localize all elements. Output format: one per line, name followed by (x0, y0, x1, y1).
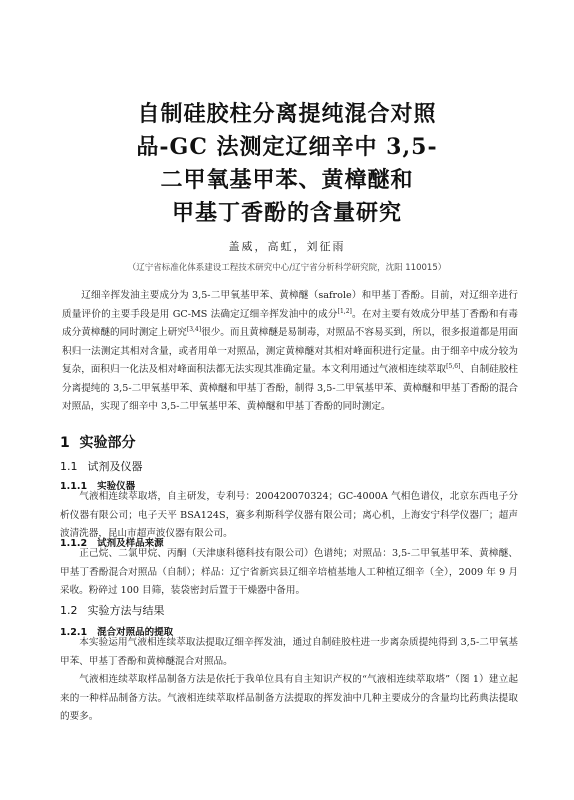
title-line-1: 自制硅胶柱分离提纯混合对照 (137, 101, 437, 127)
citation-ref: [3,4] (186, 325, 202, 333)
subsection-heading-1-1 (60, 458, 143, 474)
subsection-title: 实验方法与结果 (87, 604, 165, 617)
affiliation: （辽宁省标准化体系建设工程技术研究中心/辽宁省分析科学研究院，沈阳 110015） (127, 263, 447, 273)
authors: 盖威，高虹，刘征雨 (228, 240, 346, 253)
subsection-number: 1.1 (60, 460, 78, 473)
subsubsection-title: 试剂及样品来源 (97, 538, 164, 549)
subsection-heading-1-2 (60, 602, 165, 618)
section-heading-1 (60, 432, 136, 452)
title-line-3: 二甲氧基甲苯、黄樟醚和 (160, 167, 414, 193)
article-title (100, 98, 474, 230)
subsubsection-number: 1.1.2 (60, 538, 88, 549)
section-number: 1 (60, 435, 70, 451)
abstract-text-4: 、自制硅胶柱分离提纯的 3,5-二甲氧基甲苯、黄樟醚和甲基丁香酚，制得 3,5-二甲氧基甲苯、黄樟醚和甲基丁香酚的混合对照品，实现了细辛中 3,5-二甲氧基甲苯、黄樟醚和甲基丁香酚的同时测定。 (62, 364, 519, 412)
reagents-text: 正己烷、二氯甲烷、丙酮（天津康科德科技有限公司）色谱纯；对照品：3,5-二甲氧基甲苯、黄樟醚、甲基丁香酚混合对照品（自制）；样品：辽宁省新宾县辽细辛培植基地人工种植辽细辛（全），2009 年 9 月采收。粉碎过 100 目筛，装袋密封后置于干燥器中备用。 (60, 548, 518, 596)
subsubsection-number: 1.1.1 (60, 481, 88, 492)
instruments-text: 气液相连续萃取塔，自主研发，专利号：200420070324；GC-4000A 气相色谱仪，北京东西电子分析仪器有限公司；电子天平 BSA124S，赛多利斯科学仪器有限公司；离心机，上海安宁科学仪器厂；超声波清洗器，昆山市超声波仪器有限公司。 (60, 491, 518, 539)
title-line-2: 品-GC 法测定辽细辛中 3,5- (136, 134, 438, 160)
abstract-text-1: 辽细辛挥发油主要成分为 3,5-二甲氧基甲苯、黄樟醚（safrole）和甲基丁香酚。目前，对辽细辛进行质量评价的主要手段是用 GC-MS 法确定辽细辛挥发油中的成分 (62, 290, 518, 320)
subsubsection-title: 混合对照品的提取 (97, 627, 174, 638)
abstract-text-3: 很少。而且黄樟醚是易制毒，对照品不容易买到，所以，很多报道都是用面积归一法测定其相对含量，或者用单一对照品，测定黄樟醚对其相对峰面积进行定量。由于细辛中成分较为复杂，面积归一化法及相对峰面积法都无法实现其准确定量。本文利用通过气液相连续萃取 (62, 327, 519, 375)
subsubsection-title: 实验仪器 (97, 481, 136, 492)
subsection-title: 试剂及仪器 (87, 460, 143, 473)
subsubsection-number: 1.2.1 (60, 627, 88, 638)
section-title: 实验部分 (79, 435, 136, 451)
abstract-text-2: 。在对主要有效成分甲基丁香酚和有毒成分黄樟醚的同时测定上研究 (62, 308, 519, 338)
extraction-text-1: 本实验运用气液相连续萃取法提取辽细辛挥发油，通过自制硅胶柱进一步离杂质提纯得到 3,5-二甲氧基甲苯、甲基丁香酚和黄樟醚混合对照品。 (60, 637, 518, 667)
extraction-paragraphs (60, 634, 518, 727)
citation-ref: [1,2] (337, 307, 352, 315)
subsection-number: 1.2 (60, 604, 78, 617)
citation-ref: [5,6] (446, 362, 461, 370)
reagents-paragraph (60, 545, 518, 601)
title-line-4: 甲基丁香酚的含量研究 (171, 200, 402, 226)
abstract (62, 287, 518, 417)
extraction-text-2: 气液相连续萃取样品制备方法是依托于我单位具有自主知识产权的“气液相连续萃取塔”（图 1）建立起来的一种样品制备方法。气液相连续萃取样品制备方法提取的挥发油中几种主要成分的含量均比药典法提取的要多。 (60, 674, 518, 722)
abstract-paragraph (62, 287, 518, 417)
